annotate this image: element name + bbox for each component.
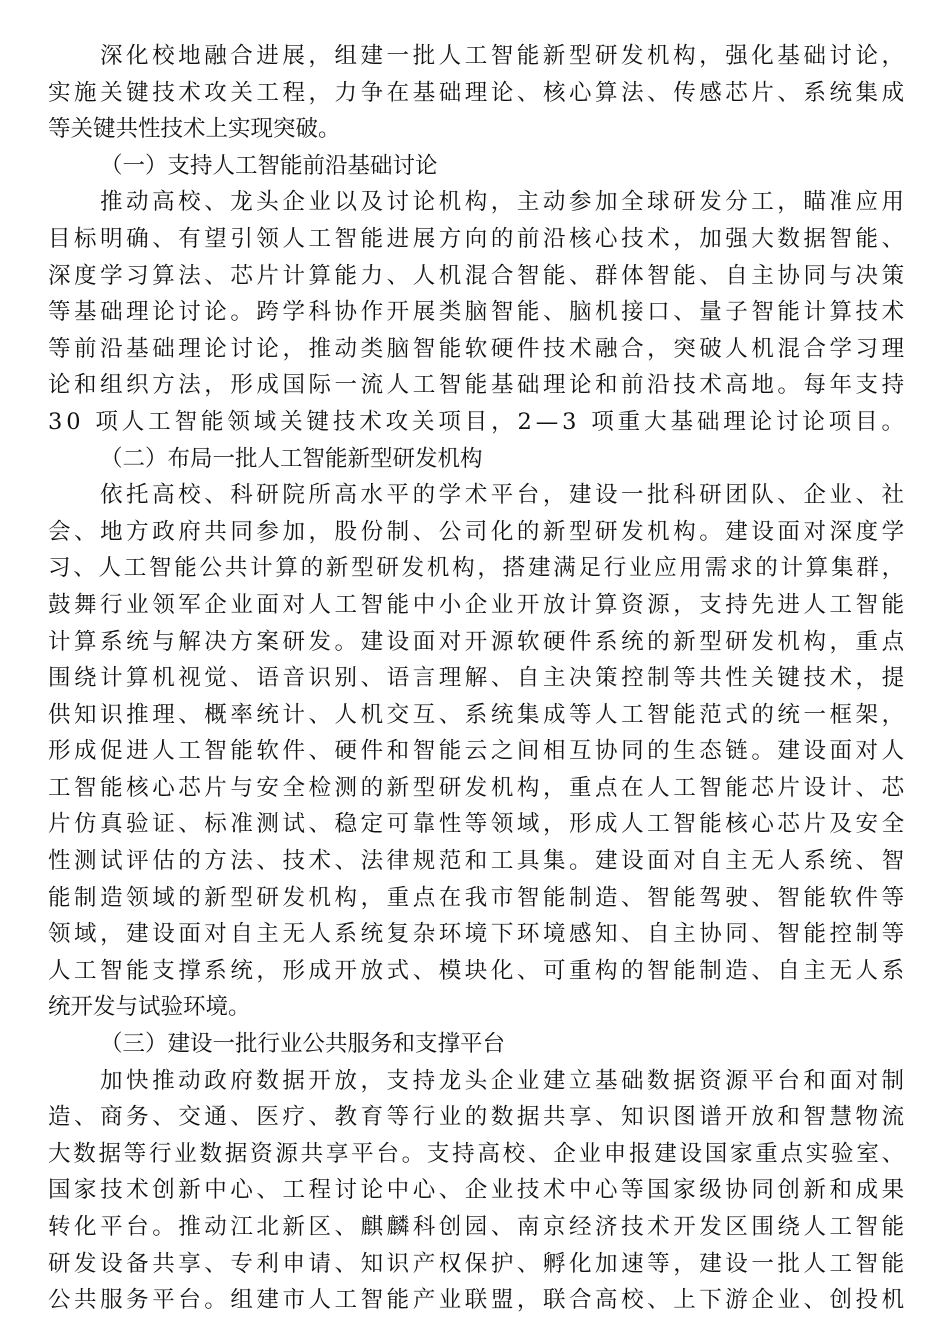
paragraph-line: 等关键共性技术上实现突破。 (48, 116, 341, 143)
paragraph-line: 性测试评估的方法、技术、法律规范和工具集。建设面对自主无人系统、智 (48, 848, 908, 875)
paragraph-line: 目标明确、有望引领人工智能进展方向的前沿核心技术，加强大数据智能、 (48, 225, 908, 252)
paragraph-line: 能制造领域的新型研发机构，重点在我市智能制造、智能驾驶、智能软件等 (48, 884, 908, 911)
paragraph-line: 实施关键技术攻关工程，力争在基础理论、核心算法、传感芯片、系统集成 (48, 79, 908, 106)
section-heading: （三）建设一批行业公共服务和支撑平台 (100, 1031, 506, 1058)
paragraph-line: 会、地方政府共同参加，股份制、公司化的新型研发机构。建设面对深度学 (48, 518, 908, 545)
paragraph-line: 国家技术创新中心、工程讨论中心、企业技术中心等国家级协同创新和成果 (48, 1177, 908, 1204)
paragraph-line: 30 项人工智能领域关键技术攻关项目，2—3 项重大基础理论讨论项目。 (48, 408, 908, 435)
paragraph-line: 形成促进人工智能软件、硬件和智能云之间相互协同的生态链。建设面对人 (48, 738, 908, 765)
section-heading: （二）布局一批人工智能新型研发机构 (100, 445, 483, 472)
paragraph-line: 公共服务平台。组建市人工智能产业联盟，联合高校、上下游企业、创投机 (48, 1287, 908, 1314)
paragraph-line: 鼓舞行业领军企业面对人工智能中小企业开放计算资源，支持先进人工智能 (48, 591, 908, 618)
paragraph-line: 习、人工智能公共计算的新型研发机构，搭建满足行业应用需求的计算集群， (48, 555, 907, 582)
paragraph-line: 计算系统与解决方案研发。建设面对开源软硬件系统的新型研发机构，重点 (48, 628, 908, 655)
paragraph-line: 造、商务、交通、医疗、教育等行业的数据共享、知识图谱开放和智慧物流 (48, 1104, 908, 1131)
paragraph-line: 大数据等行业数据资源共享平台。支持高校、企业申报建设国家重点实验室、 (48, 1140, 907, 1167)
paragraph-line: 深化校地融合进展，组建一批人工智能新型研发机构，强化基础讨论， (100, 43, 908, 69)
paragraph-line: 工智能核心芯片与安全检测的新型研发机构，重点在人工智能芯片设计、芯 (48, 774, 908, 801)
paragraph-line: 研发设备共享、专利申请、知识产权保护、孵化加速等，建设一批人工智能 (48, 1250, 908, 1277)
paragraph-line: 依托高校、科研院所高水平的学术平台，建设一批科研团队、企业、社 (100, 482, 908, 509)
paragraph-line: 统开发与试验环境。 (48, 994, 251, 1021)
paragraph-line: 推动高校、龙头企业以及讨论机构，主动参加全球研发分工，瞄准应用 (100, 189, 908, 216)
document-page (48, 38, 908, 1319)
paragraph-line: 片仿真验证、标准测试、稳定可靠性等领域，形成人工智能核心芯片及安全 (48, 811, 908, 838)
paragraph-line: 论和组织方法，形成国际一流人工智能基础理论和前沿技术高地。每年支持 (48, 372, 908, 399)
paragraph-line: 人工智能支撑系统，形成开放式、模块化、可重构的智能制造、自主无人系 (48, 957, 908, 984)
paragraph-line: 深度学习算法、芯片计算能力、人机混合智能、群体智能、自主协同与决策 (48, 262, 908, 289)
paragraph-line: 加快推动政府数据开放，支持龙头企业建立基础数据资源平台和面对制 (100, 1067, 908, 1094)
paragraph-line: 围绕计算机视觉、语音识别、语言理解、自主决策控制等共性关键技术，提 (48, 665, 908, 692)
paragraph-line: 领域，建设面对自主无人系统复杂环境下环境感知、自主协同、智能控制等 (48, 921, 908, 948)
paragraph-line: 等基础理论讨论。跨学科协作开展类脑智能、脑机接口、量子智能计算技术 (48, 299, 908, 326)
paragraph-line: 供知识推理、概率统计、人机交互、系统集成等人工智能范式的统一框架， (48, 701, 908, 728)
section-heading: （一）支持人工智能前沿基础讨论 (100, 152, 438, 179)
paragraph-line: 等前沿基础理论讨论，推动类脑智能软硬件技术融合，突破人机混合学习理 (48, 335, 908, 362)
paragraph-line: 转化平台。推动江北新区、麒麟科创园、南京经济技术开发区围绕人工智能 (48, 1214, 908, 1240)
